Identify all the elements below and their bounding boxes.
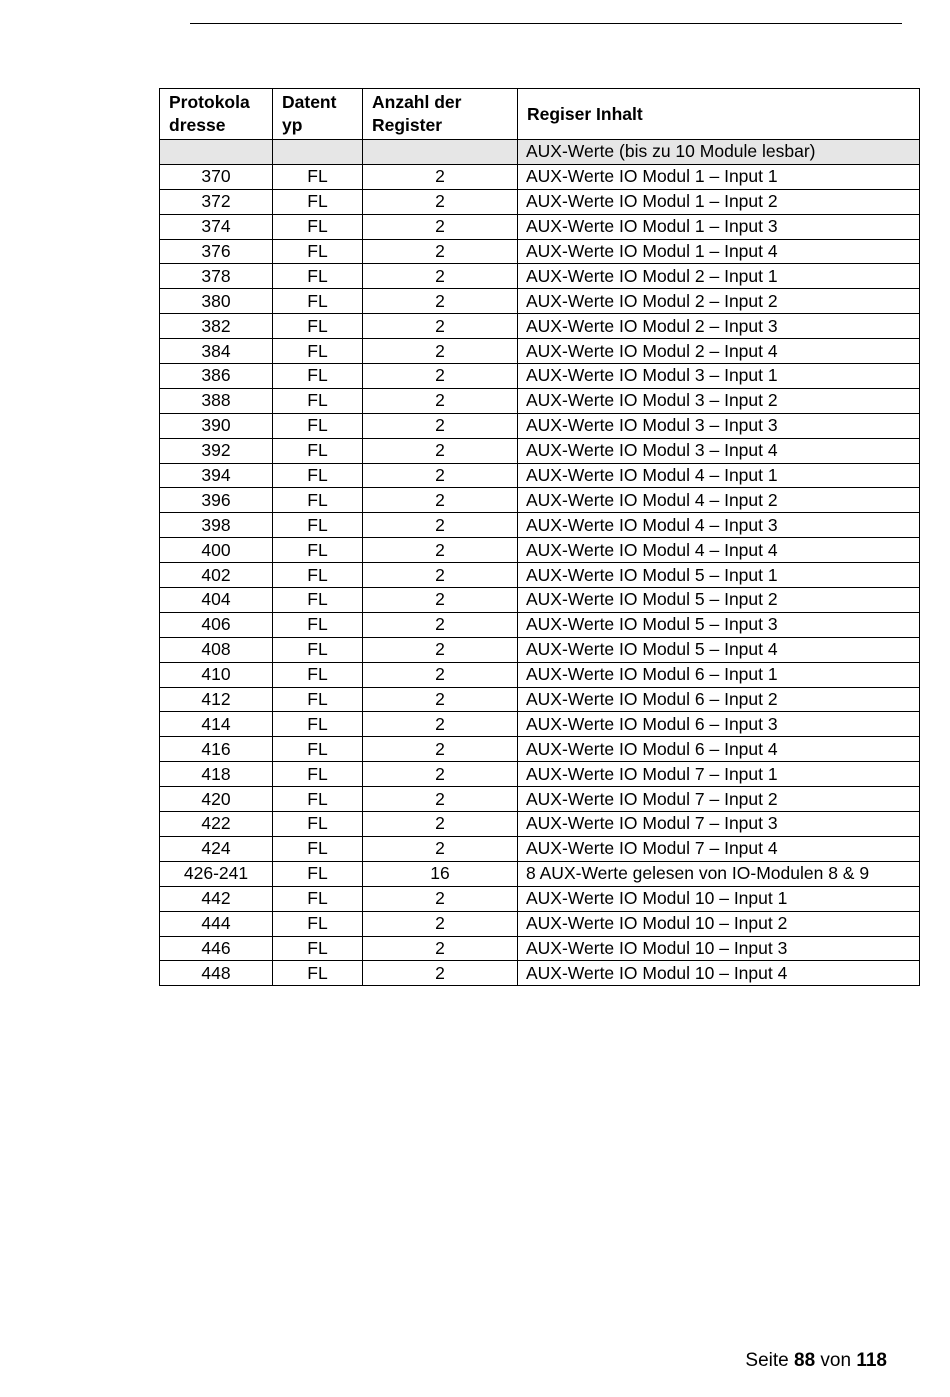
data-type-cell: FL: [273, 961, 363, 986]
register-count-cell: 2: [363, 239, 518, 264]
address-cell: 386: [160, 364, 273, 389]
register-content-cell: AUX-Werte IO Modul 7 – Input 2: [518, 787, 920, 812]
data-type-cell: FL: [273, 637, 363, 662]
address-cell: 374: [160, 214, 273, 239]
register-count-cell: 2: [363, 164, 518, 189]
table-row: [160, 463, 920, 488]
table-row: [160, 513, 920, 538]
register-count-cell: 2: [363, 712, 518, 737]
register-count-cell: 2: [363, 438, 518, 463]
register-count-cell: 2: [363, 339, 518, 364]
table-row: [160, 563, 920, 588]
table-row: [160, 438, 920, 463]
header-data-type: Datent yp: [273, 89, 363, 140]
page-prefix: Seite: [745, 1350, 789, 1371]
section-row: [160, 140, 920, 165]
register-content-cell: AUX-Werte IO Modul 6 – Input 1: [518, 662, 920, 687]
table-row: [160, 861, 920, 886]
data-type-cell: FL: [273, 488, 363, 513]
table-row: [160, 762, 920, 787]
address-cell: 406: [160, 612, 273, 637]
address-cell: 370: [160, 164, 273, 189]
register-count-cell: 2: [363, 463, 518, 488]
register-count-cell: 2: [363, 538, 518, 563]
register-content-cell: AUX-Werte IO Modul 5 – Input 3: [518, 612, 920, 637]
register-table: [159, 88, 920, 986]
data-type-cell: FL: [273, 289, 363, 314]
register-content-cell: AUX-Werte IO Modul 3 – Input 3: [518, 413, 920, 438]
register-content-cell: AUX-Werte IO Modul 10 – Input 2: [518, 911, 920, 936]
address-cell: 388: [160, 388, 273, 413]
register-count-cell: 2: [363, 413, 518, 438]
data-type-cell: FL: [273, 264, 363, 289]
data-type-cell: FL: [273, 886, 363, 911]
data-type-cell: FL: [273, 662, 363, 687]
register-count-cell: 2: [363, 936, 518, 961]
data-type-cell: FL: [273, 588, 363, 613]
data-type-cell: FL: [273, 787, 363, 812]
table-row: [160, 538, 920, 563]
register-content-cell: AUX-Werte IO Modul 7 – Input 3: [518, 812, 920, 837]
table-row: [160, 289, 920, 314]
table-row: [160, 164, 920, 189]
register-content-cell: AUX-Werte IO Modul 2 – Input 1: [518, 264, 920, 289]
table-row: [160, 712, 920, 737]
data-type-cell: FL: [273, 189, 363, 214]
address-cell: 444: [160, 911, 273, 936]
data-type-cell: FL: [273, 712, 363, 737]
table-row: [160, 588, 920, 613]
header-rule: [190, 23, 902, 24]
table-row: [160, 886, 920, 911]
header-address: Protokola dresse: [160, 89, 273, 140]
data-type-cell: FL: [273, 861, 363, 886]
register-content-cell: AUX-Werte IO Modul 1 – Input 4: [518, 239, 920, 264]
data-type-cell: FL: [273, 413, 363, 438]
address-cell: 404: [160, 588, 273, 613]
register-content-cell: AUX-Werte IO Modul 7 – Input 4: [518, 836, 920, 861]
data-type-cell: FL: [273, 812, 363, 837]
address-cell: 380: [160, 289, 273, 314]
register-content-cell: AUX-Werte IO Modul 4 – Input 4: [518, 538, 920, 563]
register-content-cell: AUX-Werte IO Modul 3 – Input 1: [518, 364, 920, 389]
data-type-cell: FL: [273, 239, 363, 264]
register-content-cell: AUX-Werte IO Modul 4 – Input 2: [518, 488, 920, 513]
table-row: [160, 961, 920, 986]
total-pages: 118: [856, 1350, 887, 1371]
address-cell: 442: [160, 886, 273, 911]
data-type-cell: FL: [273, 364, 363, 389]
data-type-cell: FL: [273, 438, 363, 463]
page-separator: von: [820, 1350, 852, 1371]
register-content-cell: AUX-Werte IO Modul 5 – Input 2: [518, 588, 920, 613]
table-row: [160, 662, 920, 687]
register-content-cell: AUX-Werte IO Modul 5 – Input 4: [518, 637, 920, 662]
register-count-cell: 2: [363, 612, 518, 637]
register-content-cell: AUX-Werte IO Modul 10 – Input 1: [518, 886, 920, 911]
register-content-cell: AUX-Werte IO Modul 1 – Input 2: [518, 189, 920, 214]
data-type-cell: FL: [273, 538, 363, 563]
register-content-cell: AUX-Werte IO Modul 6 – Input 4: [518, 737, 920, 762]
data-type-cell: FL: [273, 612, 363, 637]
address-cell: 408: [160, 637, 273, 662]
data-type-cell: FL: [273, 762, 363, 787]
register-count-cell: 2: [363, 388, 518, 413]
register-count-cell: 2: [363, 812, 518, 837]
address-cell: 410: [160, 662, 273, 687]
register-count-cell: 2: [363, 886, 518, 911]
table-row: [160, 214, 920, 239]
register-count-cell: 2: [363, 662, 518, 687]
address-cell: 420: [160, 787, 273, 812]
address-cell: 414: [160, 712, 273, 737]
register-count-cell: 2: [363, 513, 518, 538]
address-cell: 422: [160, 812, 273, 837]
header-register-count: Anzahl der Register: [363, 89, 518, 140]
data-type-cell: FL: [273, 164, 363, 189]
register-count-cell: 2: [363, 687, 518, 712]
table-row: [160, 314, 920, 339]
register-count-cell: 2: [363, 488, 518, 513]
register-content-cell: AUX-Werte IO Modul 1 – Input 1: [518, 164, 920, 189]
data-type-cell: FL: [273, 936, 363, 961]
data-type-cell: FL: [273, 737, 363, 762]
register-content-cell: AUX-Werte IO Modul 6 – Input 3: [518, 712, 920, 737]
data-type-cell: FL: [273, 563, 363, 588]
register-count-cell: 2: [363, 264, 518, 289]
register-content-cell: AUX-Werte IO Modul 4 – Input 3: [518, 513, 920, 538]
address-cell: 412: [160, 687, 273, 712]
register-count-cell: 2: [363, 762, 518, 787]
address-cell: 376: [160, 239, 273, 264]
header-register-content: Regiser Inhalt: [518, 89, 920, 140]
register-content-cell: AUX-Werte IO Modul 3 – Input 4: [518, 438, 920, 463]
data-type-cell: FL: [273, 314, 363, 339]
register-count-cell: 2: [363, 637, 518, 662]
register-count-cell: 2: [363, 961, 518, 986]
register-count-cell: 16: [363, 861, 518, 886]
address-cell: 424: [160, 836, 273, 861]
address-cell: 394: [160, 463, 273, 488]
address-cell: 402: [160, 563, 273, 588]
address-cell: 390: [160, 413, 273, 438]
address-cell: 396: [160, 488, 273, 513]
address-cell: 426-241: [160, 861, 273, 886]
register-content-cell: AUX-Werte IO Modul 6 – Input 2: [518, 687, 920, 712]
data-type-cell: FL: [273, 388, 363, 413]
register-count-cell: 2: [363, 836, 518, 861]
register-content-cell: AUX-Werte IO Modul 10 – Input 3: [518, 936, 920, 961]
table-row: [160, 737, 920, 762]
address-cell: 378: [160, 264, 273, 289]
address-cell: 400: [160, 538, 273, 563]
address-cell: 416: [160, 737, 273, 762]
data-type-cell: FL: [273, 214, 363, 239]
address-cell: 372: [160, 189, 273, 214]
address-cell: 384: [160, 339, 273, 364]
register-count-cell: 2: [363, 289, 518, 314]
register-content-cell: 8 AUX-Werte gelesen von IO-Modulen 8 & 9: [518, 861, 920, 886]
register-count-cell: 2: [363, 364, 518, 389]
register-content-cell: AUX-Werte IO Modul 5 – Input 1: [518, 563, 920, 588]
register-count-cell: 2: [363, 214, 518, 239]
register-content-cell: AUX-Werte IO Modul 2 – Input 3: [518, 314, 920, 339]
table-row: [160, 189, 920, 214]
table-row: [160, 787, 920, 812]
table-row: [160, 836, 920, 861]
section-type-cell: [273, 140, 363, 165]
register-content-cell: AUX-Werte IO Modul 2 – Input 2: [518, 289, 920, 314]
table-row: [160, 364, 920, 389]
address-cell: 398: [160, 513, 273, 538]
register-count-cell: 2: [363, 563, 518, 588]
table-row: [160, 812, 920, 837]
data-type-cell: FL: [273, 339, 363, 364]
table-row: [160, 339, 920, 364]
address-cell: 418: [160, 762, 273, 787]
register-content-cell: AUX-Werte IO Modul 7 – Input 1: [518, 762, 920, 787]
table-row: [160, 488, 920, 513]
data-type-cell: FL: [273, 911, 363, 936]
register-count-cell: 2: [363, 189, 518, 214]
table-row: [160, 911, 920, 936]
table-row: [160, 388, 920, 413]
table-row: [160, 264, 920, 289]
register-content-cell: AUX-Werte IO Modul 1 – Input 3: [518, 214, 920, 239]
section-count-cell: [363, 140, 518, 165]
address-cell: 446: [160, 936, 273, 961]
register-count-cell: 2: [363, 737, 518, 762]
data-type-cell: FL: [273, 836, 363, 861]
data-type-cell: FL: [273, 687, 363, 712]
register-count-cell: 2: [363, 911, 518, 936]
table-row: [160, 687, 920, 712]
table-body: [160, 140, 920, 986]
register-content-cell: AUX-Werte IO Modul 3 – Input 2: [518, 388, 920, 413]
section-address-cell: [160, 140, 273, 165]
table-row: [160, 413, 920, 438]
register-content-cell: AUX-Werte IO Modul 2 – Input 4: [518, 339, 920, 364]
data-type-cell: FL: [273, 513, 363, 538]
table-row: [160, 936, 920, 961]
address-cell: 392: [160, 438, 273, 463]
data-type-cell: FL: [273, 463, 363, 488]
register-count-cell: 2: [363, 588, 518, 613]
section-content-cell: AUX-Werte (bis zu 10 Module lesbar): [518, 140, 920, 165]
table-row: [160, 637, 920, 662]
current-page: 88: [794, 1350, 816, 1371]
table-row: [160, 239, 920, 264]
register-content-cell: AUX-Werte IO Modul 4 – Input 1: [518, 463, 920, 488]
register-count-cell: 2: [363, 787, 518, 812]
address-cell: 448: [160, 961, 273, 986]
register-count-cell: 2: [363, 314, 518, 339]
page-number: [745, 1350, 887, 1372]
table-header-row: [160, 89, 920, 140]
register-content-cell: AUX-Werte IO Modul 10 – Input 4: [518, 961, 920, 986]
address-cell: 382: [160, 314, 273, 339]
table-row: [160, 612, 920, 637]
